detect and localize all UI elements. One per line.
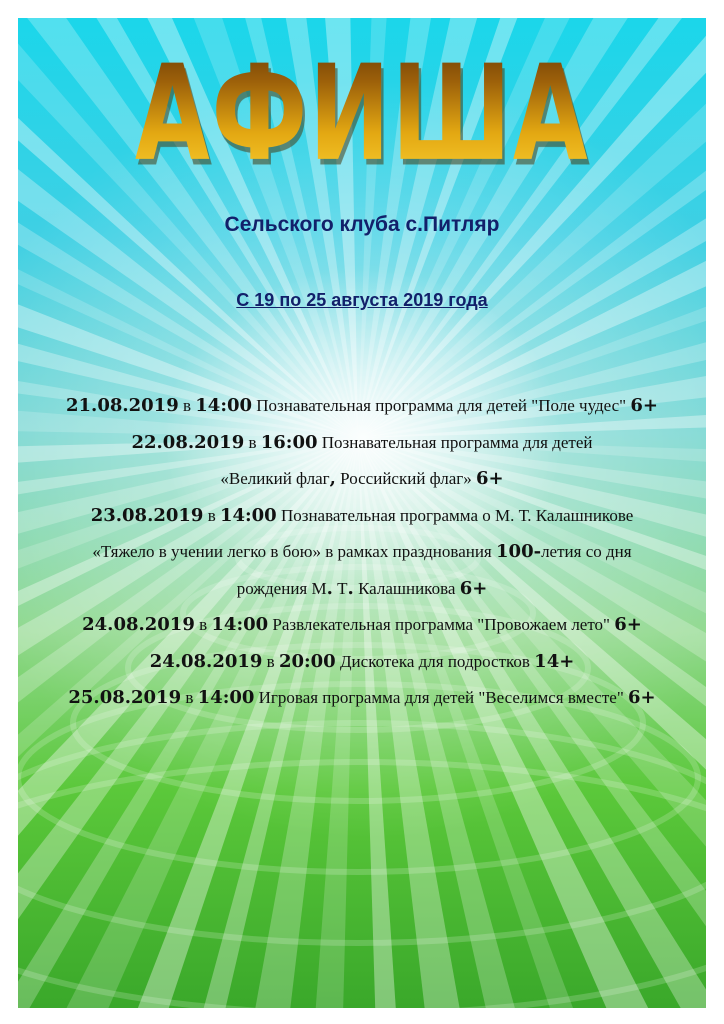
event-description: Познавательная программа о М. Т. Калашникове xyxy=(280,505,634,525)
event-number: 100- xyxy=(496,541,542,562)
date-range: С 19 по 25 августа 2019 года xyxy=(236,290,488,310)
event-time: 16:00 xyxy=(260,431,318,453)
poster-title-text: АФИША xyxy=(135,29,589,197)
age-rating: 6+ xyxy=(476,468,504,489)
event-time: 14:00 xyxy=(211,614,269,635)
event-list xyxy=(18,388,706,717)
age-rating: 6+ xyxy=(459,577,488,599)
event-at: в xyxy=(185,688,194,707)
event-date: 23.08.2019 xyxy=(90,504,204,526)
poster xyxy=(18,18,706,1008)
event-description: Познавательная программа для детей "Поле чудес" xyxy=(256,396,627,415)
event-description: Дискотека для подростков xyxy=(339,651,530,671)
event-at: в xyxy=(199,615,208,634)
event-line xyxy=(18,680,706,717)
event-at: в xyxy=(248,432,257,452)
event-line xyxy=(18,607,706,644)
age-rating: 6+ xyxy=(628,687,656,708)
event-description-cont: Калашникова xyxy=(358,578,456,598)
event-date: 24.08.2019 xyxy=(82,614,195,635)
event-description-cont: «Тяжело в учении легко в бою» в рамках празднования xyxy=(92,542,492,561)
event-punct: . xyxy=(347,577,354,599)
event-time: 14:00 xyxy=(197,687,255,708)
event-description: Познавательная программа для детей xyxy=(321,432,593,452)
age-rating: 14+ xyxy=(534,650,575,672)
event-date: 24.08.2019 xyxy=(149,650,263,672)
event-date: 25.08.2019 xyxy=(68,687,182,708)
event-description: Развлекательная программа "Провожаем лето" xyxy=(272,615,610,634)
event-time: 14:00 xyxy=(195,395,253,416)
event-line xyxy=(18,388,706,425)
event-description-cont: Т xyxy=(337,578,348,598)
event-line xyxy=(18,534,706,571)
event-date: 22.08.2019 xyxy=(131,431,245,453)
event-line xyxy=(18,498,706,535)
club-name: Сельского клуба с.Питляр xyxy=(224,213,500,236)
event-punct: , xyxy=(329,468,336,489)
age-rating: 6+ xyxy=(630,395,658,416)
event-time: 14:00 xyxy=(219,504,277,526)
event-punct: . xyxy=(326,577,333,599)
event-at: в xyxy=(266,651,275,671)
poster-title xyxy=(18,35,706,208)
event-at: в xyxy=(207,505,216,525)
event-description-cont: летия со дня xyxy=(541,542,632,561)
event-line xyxy=(18,425,706,462)
age-rating: 6+ xyxy=(614,614,642,635)
event-description-cont: Российский флаг» xyxy=(340,469,472,488)
event-line xyxy=(18,571,706,608)
event-description-cont: «Великий флаг xyxy=(220,469,330,488)
event-description-cont: рождения М xyxy=(236,578,327,598)
event-line xyxy=(18,644,706,681)
event-description: Игровая программа для детей "Веселимся вместе" xyxy=(258,688,624,707)
event-line xyxy=(18,461,706,498)
event-at: в xyxy=(182,396,192,415)
event-time: 20:00 xyxy=(278,650,336,672)
event-date: 21.08.2019 xyxy=(66,395,179,416)
